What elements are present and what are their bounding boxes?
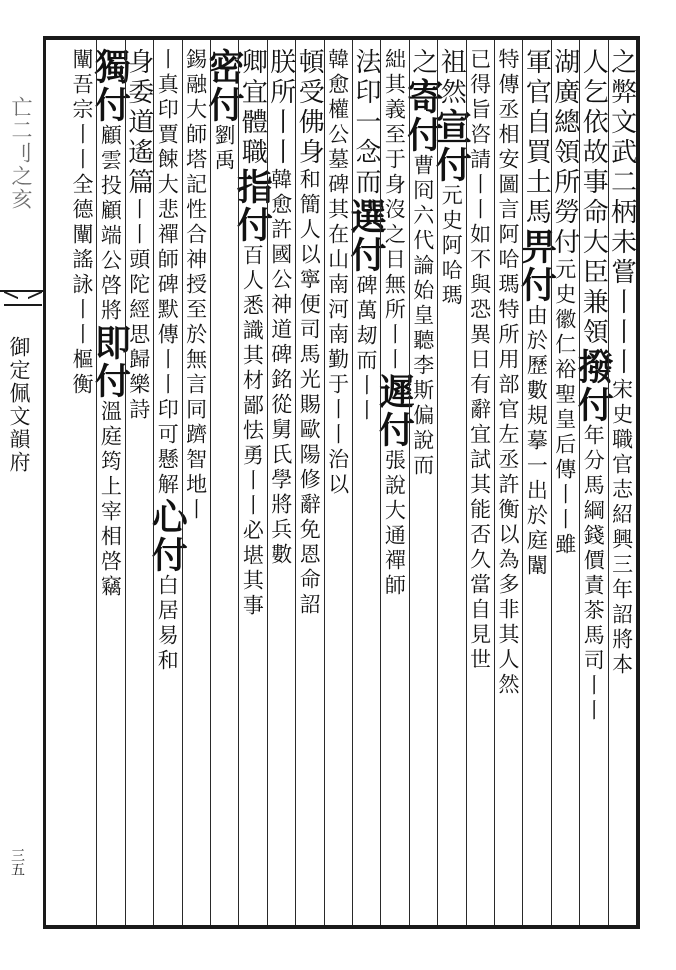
margin-faint-text: 亡二刂之亥 [9,96,33,211]
annotation-text: 丨真印賈餗大悲禪師碑默傳丨丨印可懸解 [155,48,180,498]
headword: 宣付 [430,108,473,184]
headword: 指付 [231,168,274,244]
column-rule [551,40,552,925]
annotation-text: 錫融大師塔記性合神授至於無言同躋智地丨 [183,48,208,523]
column-text [59,48,105,398]
column-rule [125,40,126,925]
annotation-text: 宋史職官志紹興三年詔將本 [609,378,634,678]
headword: 寄付 [401,78,444,154]
headword: 密付 [203,48,245,124]
annotation-text: 年分馬綱錢價責茶馬司丨丨 [581,424,606,724]
body-text: 頓受佛身 [294,48,325,168]
annotation-text: 白居易和 [155,574,180,674]
annotation-text: 溫庭筠上宰相啓竊 [98,400,123,600]
folio-number: 三五 [9,848,25,876]
annotation-text: 百人悉識其材鄙怯勇丨丨必堪其事 [240,244,265,619]
headword: 畀付 [515,228,558,304]
body-text: 之弊文武二柄未嘗丨丨丨 [606,48,637,378]
column-rule [210,40,211,925]
body-text: 法印一念而 [351,48,381,198]
annotation-text: 元史徽仁裕聖皇后傳丨丨雖 [552,258,577,558]
text-column [59,48,105,918]
column-rule [380,40,381,925]
annotation-text: 特傳丞相安圖言阿哈瑪特所用部官左丞許衡以為多非其人然 [496,48,520,698]
annotation-text: 思歸樂詩 [126,323,151,423]
annotation-text: 丨丨頭陀經 [126,198,151,323]
body-text: 朕所丨丨 [265,48,296,168]
annotation-text: 碑萬刼而丨丨 [354,274,378,424]
column-rule [608,40,609,925]
headword: 撥付 [572,348,615,424]
column-rule [579,40,580,925]
body-text: 祖然 [436,48,467,108]
annotation-text: 張說大通禪師 [382,449,407,599]
column-rule [153,40,154,925]
annotation-text: 和簡人以寧便司馬光賜歐陽修辭免恩命詔 [297,168,322,618]
body-text: 人乞依故事命大臣兼領 [578,48,609,348]
column-rule [466,40,467,925]
headword: 獨付 [89,48,132,124]
annotation-text: 已得旨咨請丨丨如不與恐異日有辭宜試其能否久當自見世 [467,48,492,673]
column-rule [96,40,97,925]
column-rule [295,40,296,925]
body-text: 之 [407,48,438,78]
annotation-text: 顧雲投顧端公啓將 [98,124,123,324]
annotation-text: 元史阿哈瑪 [439,184,464,309]
fish-tail-ornament-icon [4,294,42,306]
annotation-text: 由於歷數規摹一出於庭闈 [524,304,549,579]
column-rule [324,40,325,925]
annotation-text: 絀其義至于身沒之日無所丨丨 [382,48,407,373]
annotation-text: 韓愈許國公神道碑銘從舅氏學將兵數 [268,168,293,568]
column-rule [238,40,239,925]
body-text: 湖廣總領所勞付 [549,48,580,258]
headword: 選付 [345,198,387,274]
annotation-text: 曹冏六代論始皇聽李斯偏說而 [410,154,435,479]
body-text: 卿宜體職 [237,48,268,168]
column-rule [182,40,183,925]
body-text: 軍官自買土馬 [521,48,552,228]
book-title: 御定佩文韻府 [7,336,31,474]
annotation-text: 劉禹 [212,124,236,174]
margin-strip [0,36,46,929]
body-text: 身委道遙篇 [123,48,154,198]
column-rule [267,40,268,925]
column-rule [352,40,353,925]
column-rule [409,40,410,925]
annotation-text: 闡吾宗丨丨全德 [70,48,94,223]
column-rule [494,40,495,925]
column-rule [522,40,523,925]
headword: 心付 [146,498,189,574]
annotation-text: 闡謠詠丨丨樞衡 [70,223,94,398]
headword: 遲付 [373,373,416,449]
column-rule [437,40,438,925]
headword: 即付 [89,324,132,400]
annotation-text: 韓愈權公墓碑其在山南河南勤于丨丨治以 [325,48,350,498]
